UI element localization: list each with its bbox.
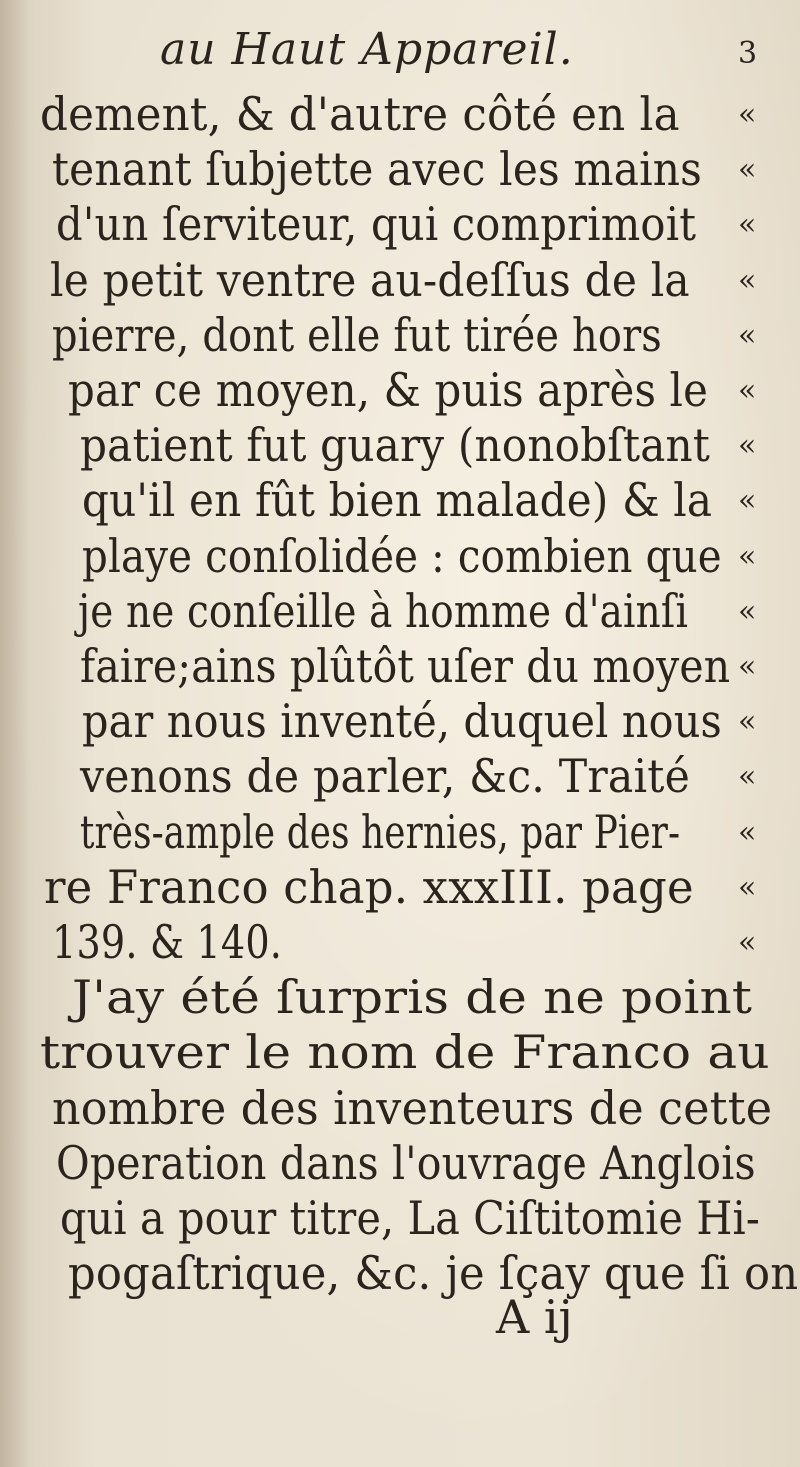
line-text: re Franco chap. xxxIII. page [44,859,694,914]
text-line [0,305,800,365]
text-line [0,1022,800,1082]
line-text: patient fut guary (nonobſtant [80,418,710,473]
text-line [0,967,800,1027]
text-line [0,1133,800,1193]
line-text: d'un ſerviteur, qui comprimoit [56,197,697,252]
quote-mark: « [738,428,757,464]
line-text: J'ay été ſurpris de ne point [72,970,753,1025]
line-text: Operation dans l'ouvrage Anglois [56,1135,756,1190]
text-line [0,250,800,310]
line-text: trouver le nom de Franco au [40,1025,770,1080]
line-text: très-ample des hernies, par Pier- [80,804,681,859]
line-text: dement, & d'autre côté en la [40,87,680,141]
line-text: pierre, dont elle fut tirée hors [52,307,662,362]
signature-mark: A ij [496,1290,573,1344]
text-line [0,1078,800,1138]
text-line [0,360,800,420]
line-text: par ce moyen, & puis après le [68,363,709,417]
text-line [0,802,800,862]
quote-mark: « [738,593,757,629]
quote-mark: « [738,262,757,298]
line-text: le petit ventre au-deſſus de la [50,252,690,307]
text-line [0,84,800,144]
text-line [0,194,800,254]
quote-mark: « [738,759,757,795]
quote-mark: « [738,538,757,574]
text-line [0,581,800,641]
quote-mark: « [738,152,757,188]
line-text: 139. & 140. [52,915,283,969]
line-text: je ne conſeille à homme d'ainſi [78,583,689,638]
text-line [0,912,800,972]
line-text: tenant ſubjette avec les mains [52,142,703,197]
line-text: qu'il en fût bien malade) & la [82,473,713,528]
text-line [0,1188,800,1248]
quote-mark: « [738,317,757,353]
text-line [0,1243,800,1303]
quote-mark: « [738,373,757,408]
quote-mark: « [738,925,757,960]
line-text: qui a pour titre, La Ciſtitomie Hi- [60,1191,761,1245]
text-line [0,470,800,530]
text-line [0,691,800,751]
quote-mark: « [738,483,757,519]
text-line [0,139,800,199]
running-head: au Haut Appareil. [160,24,574,75]
text-line [0,415,800,475]
quote-mark: « [738,649,757,684]
text-line [0,636,800,696]
line-text: nombre des inventeurs de cette [52,1080,773,1135]
quote-mark: « [738,207,757,243]
quote-mark: « [738,869,757,905]
quote-mark: « [738,97,757,132]
text-line [0,857,800,917]
line-text: par nous inventé, duquel nous [82,694,722,749]
text-line [0,526,800,586]
text-line [0,746,800,806]
line-text: venons de parler, &c. Traité [80,749,690,804]
quote-mark: « [738,814,757,850]
line-text: faire;ains plûtôt uſer du moyen [80,639,731,693]
page-number: 3 [738,36,758,71]
quote-mark: « [738,704,757,740]
line-text: playe conſolidée : combien que [82,528,722,583]
line-text: pogaſtrique, &c. je ſçay que ſi on [68,1246,799,1301]
